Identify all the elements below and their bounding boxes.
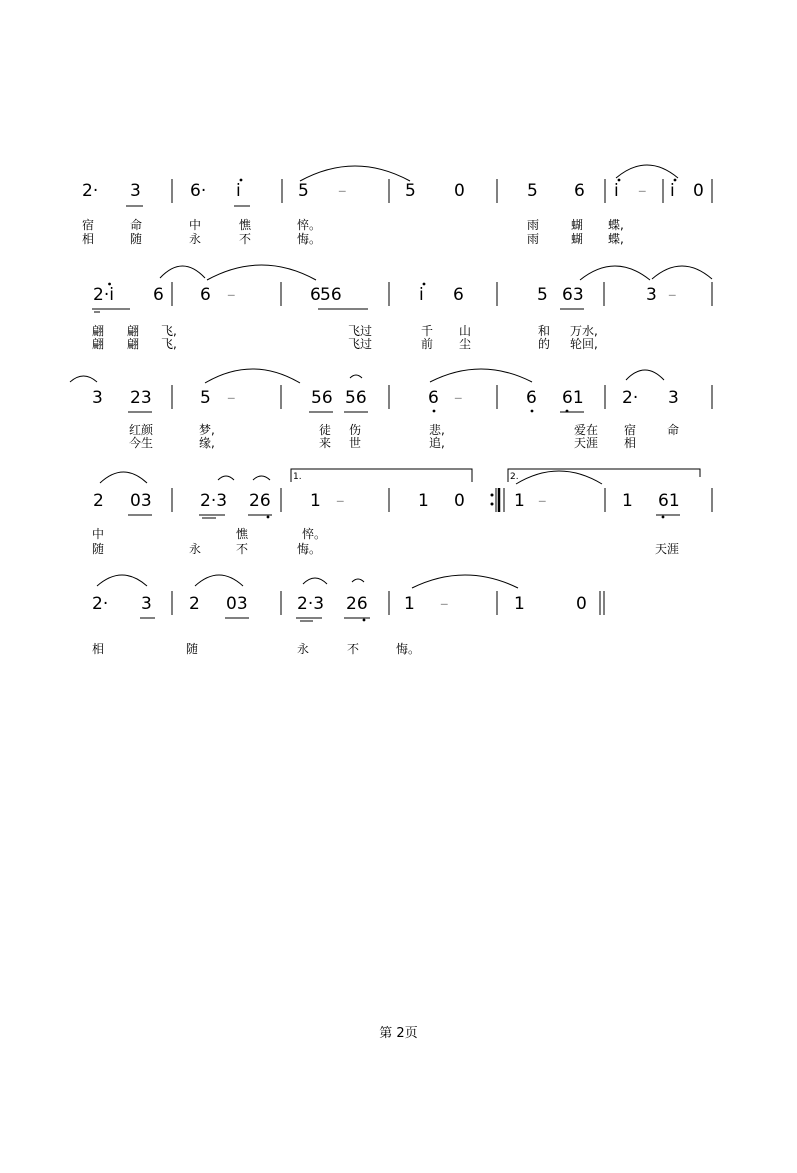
note-token: 26: [346, 594, 368, 614]
lyric-syllable: 蝶,: [608, 218, 624, 232]
note-token: 6: [200, 285, 211, 305]
note-token: 5: [200, 388, 211, 408]
note-token: 3: [130, 181, 141, 201]
slur: [100, 472, 147, 483]
extend-dash: –: [454, 388, 463, 408]
tie-mark: [352, 579, 364, 582]
lyric-syllable: 缘,: [199, 436, 215, 450]
note-token: i: [419, 285, 424, 305]
lyric-syllable: 天涯: [574, 436, 599, 450]
slur: [205, 369, 300, 383]
note-token: 2: [189, 594, 200, 614]
note-token: 0: [454, 181, 465, 201]
extend-dash: –: [227, 285, 236, 305]
volta-bracket-2: [508, 469, 700, 482]
tie-mark: [350, 375, 362, 378]
slur: [626, 370, 664, 380]
lyric-syllable: 中: [189, 218, 202, 232]
extend-dash: –: [668, 285, 677, 305]
lyric-syllable: 梦,: [199, 423, 215, 437]
lyric-syllable: 宿: [624, 423, 637, 437]
note-token: 6: [526, 388, 537, 408]
lyric-syllable: 悔。: [297, 542, 322, 556]
tie-mark: [253, 476, 270, 480]
lyric-syllable: 命: [130, 218, 143, 232]
note-token: 0: [454, 491, 465, 511]
slur: [97, 575, 147, 586]
extend-dash: –: [336, 491, 345, 511]
lyric-syllable: 雨: [527, 218, 540, 232]
note-token: 61: [562, 388, 584, 408]
lyric-syllable: 追,: [429, 436, 445, 450]
note-token: 6: [428, 388, 439, 408]
octave-dot-low: [566, 410, 569, 413]
note-token: 03: [130, 491, 152, 511]
note-token: 1: [404, 594, 415, 614]
note-token: 0: [576, 594, 587, 614]
lyric-syllable: 的: [538, 337, 551, 351]
lyric-syllable: 爱在: [574, 423, 599, 437]
lyric-syllable: 命: [667, 423, 680, 437]
lyric-syllable: 飞过: [348, 337, 373, 351]
lyric-syllable: 伤: [349, 423, 362, 437]
lyric-syllable: 翩: [92, 337, 105, 351]
lyric-syllable: 憔: [236, 527, 249, 541]
octave-dot-low: [267, 516, 270, 519]
note-token: 56: [311, 388, 333, 408]
lyric-syllable: 山: [459, 324, 472, 338]
lyric-syllable: 不: [236, 542, 249, 556]
lyric-syllable: 相: [92, 642, 105, 656]
note-token: 2·i: [93, 285, 114, 305]
lyric-syllable: 憔: [239, 218, 252, 232]
note-token: 3: [92, 388, 103, 408]
note-token: 6: [574, 181, 585, 201]
extend-dash: –: [638, 181, 647, 201]
lyric-syllable: 天涯: [655, 542, 680, 556]
note-token: 03: [226, 594, 248, 614]
octave-dot-high: [240, 179, 243, 182]
lyric-syllable: 宿: [82, 218, 95, 232]
note-token: 56: [320, 285, 342, 305]
lyric-syllable: 蝴: [571, 218, 584, 232]
octave-dot-high: [423, 283, 426, 286]
note-token: 2·: [92, 594, 109, 614]
lyric-syllable: 悴。: [297, 218, 322, 232]
lyric-syllable: 蝴: [571, 232, 584, 246]
lyric-syllable: 永: [189, 542, 202, 556]
volta-label-2: 2.: [510, 472, 519, 482]
lyric-syllable: 飞,: [161, 324, 177, 338]
note-token: i: [670, 181, 675, 201]
lyric-syllable: 悔。: [396, 642, 421, 656]
note-token: 56: [345, 388, 367, 408]
note-token: 2: [93, 491, 104, 511]
note-token: 63: [562, 285, 584, 305]
note-token: 23: [130, 388, 152, 408]
note-token: 3: [141, 594, 152, 614]
note-token: 6: [153, 285, 164, 305]
lyric-syllable: 永: [297, 642, 310, 656]
lyric-syllable: 徒: [319, 423, 332, 437]
lyric-syllable: 飞过: [348, 324, 373, 338]
slur: [207, 265, 316, 280]
lyric-syllable: 蝶,: [608, 232, 624, 246]
note-token: 2·: [82, 181, 99, 201]
note-token: 6: [310, 285, 321, 305]
lyric-syllable: 相: [82, 232, 95, 246]
lyric-syllable: 世: [349, 436, 362, 450]
lyric-syllable: 尘: [459, 337, 472, 351]
volta-bracket-1: [291, 469, 472, 482]
note-token: i: [236, 181, 241, 201]
note-token: 5: [298, 181, 309, 201]
note-token: 1: [514, 594, 525, 614]
note-token: 5: [527, 181, 538, 201]
lyric-syllable: 悲,: [429, 423, 445, 437]
lyric-syllable: 今生: [129, 436, 154, 450]
tie-mark: [303, 578, 327, 584]
lyric-syllable: 万水,: [570, 324, 598, 338]
slur: [160, 266, 205, 278]
repeat-dot: [491, 503, 494, 506]
volta-label-1: 1.: [293, 472, 302, 482]
note-token: 5: [537, 285, 548, 305]
lyric-syllable: 悴。: [302, 527, 327, 541]
octave-dot-high: [108, 283, 111, 286]
lyric-syllable: 和: [538, 324, 551, 338]
note-token: 2·3: [200, 491, 228, 511]
slur: [195, 575, 243, 586]
lyric-syllable: 翩: [92, 324, 105, 338]
lyric-syllable: 随: [186, 642, 199, 656]
slur-continuation: [70, 376, 97, 382]
lyric-syllable: 翩: [127, 324, 140, 338]
octave-dot-low: [363, 619, 366, 622]
note-token: 3: [646, 285, 657, 305]
slur-continuation: [652, 266, 712, 279]
lyric-syllable: 翩: [127, 337, 140, 351]
lyric-syllable: 中: [92, 527, 105, 541]
repeat-dot: [491, 494, 494, 497]
note-token: 26: [249, 491, 271, 511]
lyric-syllable: 不: [239, 232, 252, 246]
slur: [412, 575, 518, 588]
octave-dot-high: [674, 179, 677, 182]
note-token: 2·: [622, 388, 639, 408]
extend-dash: –: [440, 594, 449, 614]
slur: [300, 166, 410, 181]
slur: [430, 369, 532, 382]
note-token: 6: [453, 285, 464, 305]
extend-dash: –: [227, 388, 236, 408]
octave-dot-high: [618, 179, 621, 182]
note-token: i: [614, 181, 619, 201]
slur: [616, 165, 678, 178]
tie-mark: [218, 476, 234, 480]
octave-dot-low: [433, 410, 436, 413]
lyric-syllable: 来: [319, 436, 332, 450]
note-token: 2·3: [297, 594, 325, 614]
lyric-syllable: 随: [92, 542, 105, 556]
extend-dash: –: [538, 491, 547, 511]
lyric-syllable: 红颜: [129, 423, 154, 437]
extend-dash: –: [338, 181, 347, 201]
lyric-syllable: 千: [421, 324, 434, 338]
lyric-syllable: 雨: [527, 232, 540, 246]
note-token: 1: [622, 491, 633, 511]
note-token: 3: [668, 388, 679, 408]
lyric-syllable: 轮回,: [570, 337, 598, 351]
octave-dot-low: [531, 410, 534, 413]
note-token: 1: [418, 491, 429, 511]
page-number: 第 2页: [379, 1026, 418, 1041]
lyric-syllable: 相: [624, 436, 637, 450]
note-token: 0: [693, 181, 704, 201]
slur: [580, 266, 650, 280]
note-token: 1: [514, 491, 525, 511]
lyric-syllable: 飞,: [161, 337, 177, 351]
note-token: 5: [405, 181, 416, 201]
octave-dot-low: [662, 516, 665, 519]
note-token: 61: [658, 491, 680, 511]
note-token: 1: [310, 491, 321, 511]
note-token: 6·: [190, 181, 207, 201]
lyric-syllable: 前: [421, 337, 434, 351]
lyric-syllable: 永: [189, 232, 202, 246]
lyric-syllable: 随: [130, 232, 143, 246]
slur: [516, 471, 602, 484]
lyric-syllable: 不: [347, 642, 360, 656]
lyric-syllable: 悔。: [297, 232, 322, 246]
